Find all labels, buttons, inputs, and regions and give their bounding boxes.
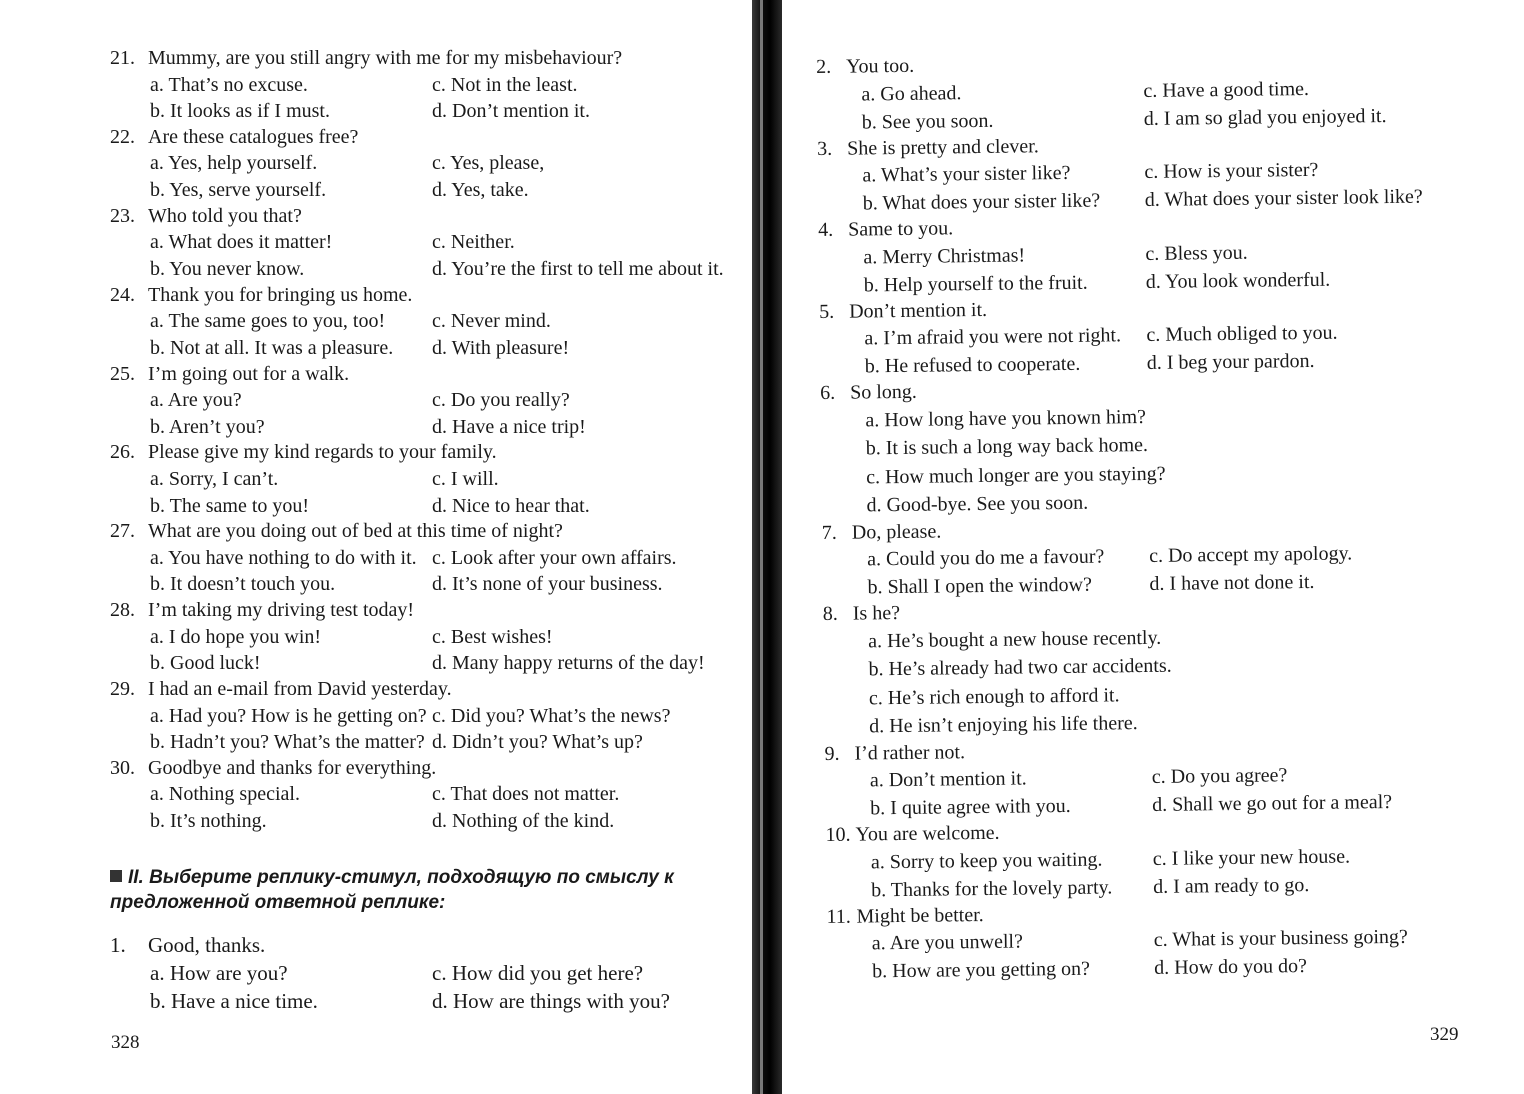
question-item — [825, 814, 1524, 904]
option-d: d. Good-bye. See you soon. — [866, 491, 1089, 517]
question-item — [110, 362, 740, 441]
answer-options — [110, 466, 740, 519]
option-a: a. Nothing special. — [150, 783, 300, 806]
question-prompt: She is pretty and clever. — [847, 134, 1039, 160]
options-row — [110, 387, 740, 414]
option-c: c. I like your new house. — [1152, 845, 1351, 870]
answer-options — [816, 72, 1517, 137]
option-b: b. It’s nothing. — [150, 810, 267, 833]
option-b: b. It doesn’t touch you. — [150, 573, 336, 596]
question-number: 29. — [110, 678, 135, 700]
option-b: b. You never know. — [150, 257, 305, 280]
answer-options — [110, 624, 740, 677]
question-prompt-row — [110, 756, 740, 782]
option-b: b. Hadn’t you? What’s the matter? — [150, 731, 425, 754]
question-item — [817, 128, 1518, 218]
option-d: d. How are things with you? — [432, 988, 670, 1013]
question-number: 7. — [821, 521, 837, 544]
option-c: c. How is your sister? — [1144, 158, 1319, 183]
option-b: b. He refused to cooperate. — [864, 352, 1081, 378]
question-prompt-row — [110, 362, 740, 388]
option-a: a. What’s your sister like? — [862, 161, 1071, 187]
option-a: a. Yes, help yourself. — [150, 152, 318, 175]
option-c: c. Look after your own affairs. — [432, 546, 677, 569]
question-item — [110, 440, 740, 519]
option-a: a. Sorry to keep you waiting. — [870, 848, 1103, 873]
question-prompt: So long. — [849, 380, 917, 404]
question-number: 9. — [824, 742, 840, 765]
question-prompt: Please give my kind regards to your family. — [148, 441, 497, 464]
options-row — [110, 650, 740, 677]
option-a: a. Are you unwell? — [871, 930, 1024, 955]
question-prompt: I’m taking my driving test today! — [148, 599, 415, 622]
option-d: d. You’re the first to tell me about it. — [432, 257, 724, 280]
options-row — [110, 959, 740, 987]
question-number: 26. — [110, 441, 135, 464]
option-b: b. He’s already had two car accidents. — [868, 654, 1172, 681]
question-prompt-row — [110, 931, 740, 959]
option-c: c. How did you get here? — [432, 960, 644, 985]
question-number: 25. — [110, 362, 135, 385]
option-c: c. Yes, please, — [432, 152, 545, 175]
option-b: b. Aren’t you? — [150, 415, 265, 438]
option-a: a. You have nothing to do with it. — [150, 546, 417, 569]
option-d: d. Yes, take. — [432, 179, 529, 202]
page-number: 329 — [1430, 1024, 1459, 1045]
question-prompt-row — [110, 283, 740, 309]
question-item — [822, 512, 1523, 602]
square-bullet-icon — [110, 870, 122, 882]
question-prompt: Goodbye and thanks for everything. — [148, 756, 437, 779]
option-b: b. The same to you! — [150, 494, 310, 517]
options-row — [110, 98, 740, 125]
question-item — [824, 733, 1524, 823]
page-number: 328 — [111, 1032, 140, 1053]
option-d: d. Nice to hear that. — [432, 494, 590, 517]
question-prompt-row — [110, 125, 740, 151]
spine-edge — [760, 0, 763, 1094]
options-row — [110, 493, 740, 520]
answer-options — [825, 758, 1524, 823]
option-c: c. Neither. — [432, 231, 515, 254]
right-page — [782, 0, 1524, 1094]
question-prompt: Are these catalogues free? — [148, 125, 359, 148]
question-prompt-row — [110, 677, 740, 703]
option-d: d. Didn’t you? What’s up? — [432, 731, 643, 754]
option-a: a. Sorry, I can’t. — [150, 467, 279, 490]
question-number: 30. — [110, 756, 135, 779]
options-row — [110, 545, 740, 572]
option-c: c. Do you really? — [432, 389, 570, 411]
answer-options — [110, 959, 740, 1015]
option-a: a. Merry Christmas! — [863, 243, 1026, 268]
option-a: a. He’s bought a new house recently. — [868, 626, 1162, 652]
option-c: c. What is your business going? — [1153, 925, 1408, 951]
option-b: b. It looks as if I must. — [150, 100, 330, 123]
options-row — [110, 987, 740, 1015]
option-d: d. Have a nice trip! — [432, 415, 586, 438]
answer-options — [826, 840, 1524, 905]
question-number: 2. — [816, 55, 832, 78]
options-row — [110, 571, 740, 598]
answer-options — [827, 921, 1524, 986]
option-a: a. What does it matter! — [150, 231, 333, 254]
question-prompt-row — [110, 519, 740, 545]
question-prompt: Good, thanks. — [148, 932, 266, 957]
option-a: a. Had you? How is he getting on? — [150, 704, 427, 727]
answer-options — [110, 308, 740, 361]
option-b: b. How are you getting on? — [872, 957, 1091, 983]
answer-options — [819, 316, 1520, 381]
question-prompt-row — [110, 440, 740, 466]
option-a: a. Go ahead. — [861, 81, 962, 105]
option-d: d. Shall we go out for a meal? — [1152, 791, 1393, 816]
options-row — [110, 256, 740, 283]
question-prompt-row — [110, 598, 740, 624]
option-d: d. It’s none of your business. — [432, 573, 663, 596]
option-a: a. The same goes to you, too! — [150, 310, 386, 333]
question-item — [816, 46, 1517, 136]
question-item — [110, 756, 740, 835]
option-d: d. You look wonderful. — [1145, 268, 1331, 293]
option-c: c. He’s rich enough to afford it. — [868, 683, 1120, 709]
option-c: c. That does not matter. — [432, 783, 620, 806]
option-c: c. Have a good time. — [1143, 77, 1310, 102]
options-row — [110, 72, 740, 99]
option-a: a. Could you do me a favour? — [867, 545, 1105, 571]
options-row — [110, 781, 740, 808]
answer-options — [110, 150, 740, 203]
option-a: a. I do hope you win! — [150, 625, 322, 648]
book-spine — [752, 0, 782, 1094]
options-row — [110, 229, 740, 256]
question-number: 22. — [110, 125, 135, 148]
question-prompt-row — [110, 46, 740, 72]
question-item — [819, 291, 1520, 381]
left-column — [110, 46, 740, 1015]
right-column — [816, 46, 1524, 985]
option-c: c. Do you agree? — [1151, 764, 1288, 788]
options-row — [110, 335, 740, 362]
options-row — [110, 150, 740, 177]
section-heading-text: II. Выберите реплику-стимул, подходящую по смыслу к предложенной ответной реплике: — [110, 866, 674, 913]
option-c: c. Did you? What’s the news? — [432, 704, 671, 727]
question-item — [110, 519, 740, 598]
options-row — [110, 414, 740, 441]
question-prompt: Same to you. — [848, 217, 954, 241]
question-number: 23. — [110, 204, 135, 227]
question-number: 10. — [825, 823, 851, 846]
answer-options — [110, 387, 740, 440]
question-prompt: Thank you for bringing us home. — [148, 283, 413, 306]
option-b: b. See you soon. — [861, 109, 994, 133]
question-number: 24. — [110, 283, 135, 306]
answer-options — [818, 235, 1519, 300]
question-number: 3. — [817, 137, 833, 160]
question-item — [823, 593, 1524, 741]
question-prompt-row — [110, 204, 740, 230]
question-prompt: I’m going out for a walk. — [148, 362, 350, 385]
option-c: c. Best wishes! — [432, 625, 553, 648]
option-d: d. He isn’t enjoying his life there. — [869, 712, 1138, 738]
options-row — [110, 624, 740, 651]
option-c: c. How much longer are you staying? — [866, 462, 1166, 488]
question-prompt: Do, please. — [851, 520, 942, 544]
options-row — [110, 177, 740, 204]
option-d: d. Nothing of the kind. — [432, 810, 615, 833]
question-prompt: You too. — [846, 54, 915, 78]
option-b: b. Yes, serve yourself. — [150, 179, 327, 202]
question-item — [826, 896, 1524, 986]
option-d: d. Don’t mention it. — [432, 100, 590, 123]
option-d: d. I am so glad you enjoyed it. — [1143, 104, 1387, 130]
option-b: b. Have a nice time. — [150, 988, 318, 1013]
question-number: 5. — [818, 300, 835, 323]
options-row — [110, 729, 740, 756]
answer-options — [823, 619, 1524, 742]
option-c: c. Much obliged to you. — [1146, 321, 1338, 346]
question-item — [110, 677, 740, 756]
question-item — [820, 372, 1522, 520]
question-prompt: I’d rather not. — [854, 740, 966, 765]
section-question-list — [110, 931, 740, 1015]
options-row — [110, 308, 740, 335]
answer-options — [110, 703, 740, 756]
option-a: a. I’m afraid you were not right. — [864, 324, 1122, 350]
answer-options — [817, 153, 1518, 218]
section-heading — [110, 865, 735, 915]
question-number: 27. — [110, 520, 135, 543]
question-list — [816, 46, 1524, 985]
option-c: c. I will. — [432, 467, 499, 490]
question-prompt: Who told you that? — [148, 204, 302, 227]
question-item — [110, 598, 740, 677]
answer-options — [820, 398, 1521, 521]
question-prompt: I had an e-mail from David yesterday. — [148, 678, 452, 700]
options-row — [110, 808, 740, 835]
question-item — [110, 125, 740, 204]
option-c: c. Do accept my apology. — [1149, 542, 1353, 567]
left-page — [0, 0, 752, 1094]
question-prompt: Might be better. — [856, 903, 984, 928]
answer-options — [110, 781, 740, 834]
options-row — [110, 703, 740, 730]
option-a: a. How long have you known him? — [865, 405, 1147, 431]
answer-options — [110, 72, 740, 125]
option-d: d. I beg your pardon. — [1146, 349, 1315, 374]
option-a: a. How are you? — [150, 960, 288, 985]
answer-options — [822, 537, 1523, 602]
option-d: d. How do you do? — [1154, 955, 1308, 979]
option-b: b. Good luck! — [150, 652, 261, 675]
options-row — [110, 466, 740, 493]
option-d: d. What does your sister look like? — [1144, 185, 1423, 211]
answer-options — [110, 545, 740, 598]
option-d: d. I have not done it. — [1149, 570, 1315, 595]
option-c: c. Not in the least. — [432, 73, 578, 96]
question-item — [110, 46, 740, 125]
option-a: a. That’s no excuse. — [150, 73, 308, 96]
option-b: b. It is such a long way back home. — [865, 433, 1149, 460]
question-prompt: You are welcome. — [855, 821, 1000, 846]
option-d: d. I am ready to go. — [1153, 873, 1310, 898]
question-number: 28. — [110, 599, 135, 622]
question-list — [110, 46, 740, 835]
question-number: 8. — [822, 602, 838, 625]
option-b: b. Help yourself to the fruit. — [863, 271, 1088, 296]
question-prompt: Don’t mention it. — [848, 298, 988, 323]
option-c: c. Bless you. — [1145, 241, 1248, 265]
question-number: 11. — [826, 905, 851, 928]
option-b: b. Not at all. It was a pleasure. — [150, 336, 394, 359]
question-item — [818, 209, 1519, 299]
option-b: b. What does your sister like? — [862, 189, 1101, 215]
option-b: b. Thanks for the lovely party. — [871, 875, 1113, 901]
option-b: b. I quite agree with you. — [870, 794, 1071, 820]
option-a: a. Are you? — [150, 389, 242, 411]
answer-options — [110, 229, 740, 282]
question-prompt: What are you doing out of bed at this time of night? — [148, 520, 563, 543]
option-d: d. Many happy returns of the day! — [432, 652, 705, 675]
question-number: 1. — [110, 932, 126, 957]
question-prompt: Mummy, are you still angry with me for my misbehaviour? — [148, 47, 623, 69]
option-c: c. Never mind. — [432, 310, 551, 333]
question-item — [110, 204, 740, 283]
option-d: d. With pleasure! — [432, 336, 570, 359]
question-item — [110, 283, 740, 362]
question-number: 6. — [819, 381, 836, 404]
question-item — [110, 931, 740, 1015]
question-number: 4. — [818, 218, 834, 241]
question-prompt: Is he? — [852, 602, 901, 625]
option-a: a. Don’t mention it. — [869, 767, 1027, 792]
option-b: b. Shall I open the window? — [867, 573, 1093, 599]
question-number: 21. — [110, 47, 135, 69]
